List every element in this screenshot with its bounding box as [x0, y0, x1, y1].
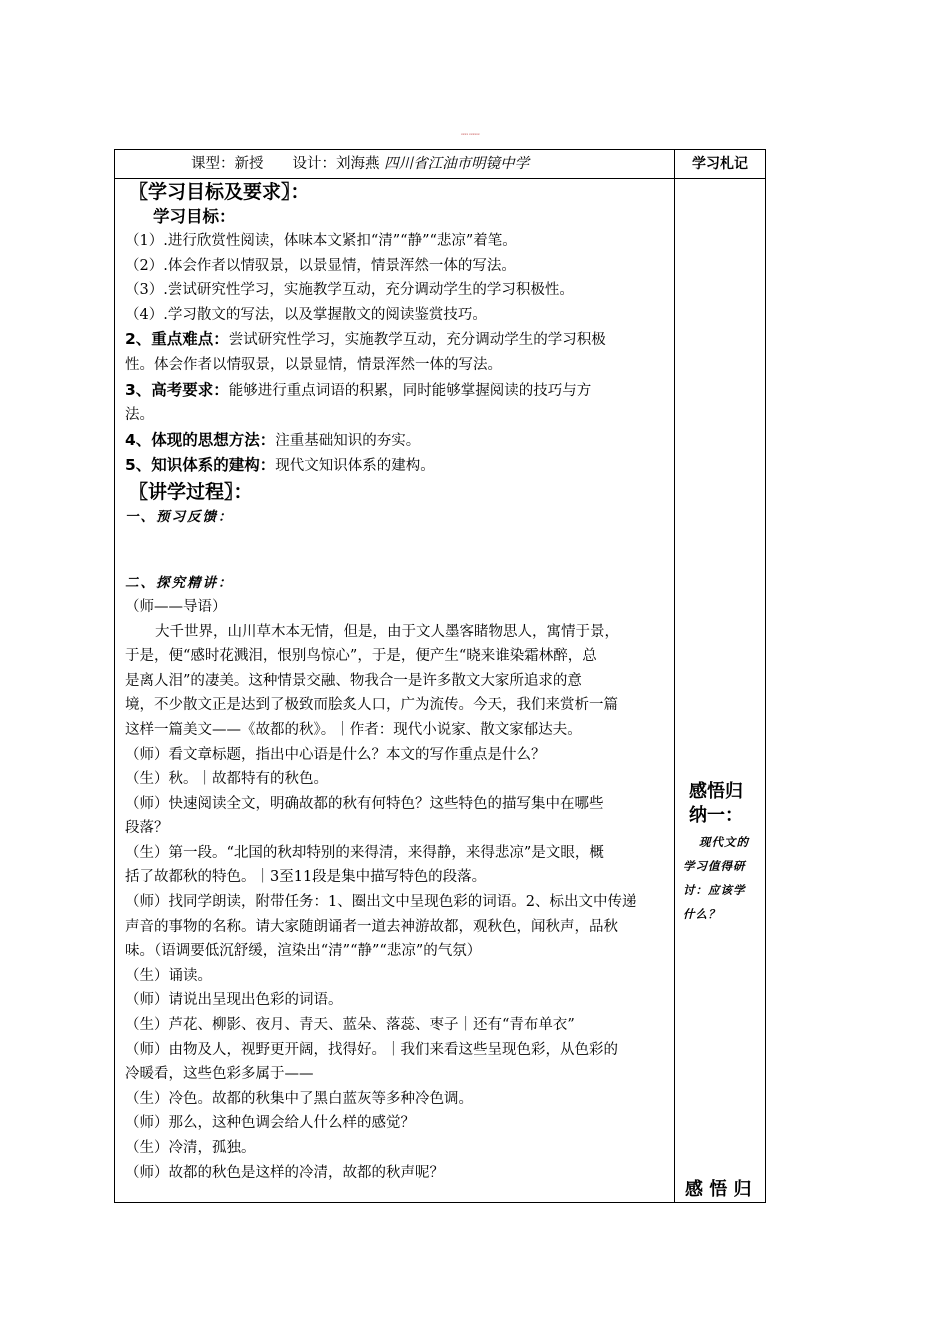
- reflection-note: 什么？: [683, 907, 721, 921]
- dialogue-line: （师）看文章标题，指出中心语是什么？本文的写作重点是什么？: [125, 746, 546, 763]
- dialogue-line: 括了故都秋的特色。｜3至11段是集中描写特色的段落。: [125, 869, 487, 886]
- reflection-heading-1b: 纳一：: [689, 805, 743, 826]
- section-process-title: 〖讲学过程〗：: [129, 480, 253, 503]
- explore-heading: 二、探究精讲：: [125, 574, 234, 591]
- key-points-cont: 性。体会作者以情驭景，以景显情，情景浑然一体的写法。: [125, 356, 502, 373]
- top-mark: xxxx xxxxxx: [461, 132, 480, 136]
- system-text: 现代文知识体系的建构。: [275, 458, 435, 475]
- intro-paragraph: 境，不少散文正是达到了极致而脍炙人口，广为流传。今天，我们来赏析一篇: [125, 697, 618, 714]
- header-school: 四川省江油市明镜中学: [384, 156, 530, 172]
- lesson-table: [114, 149, 766, 1203]
- exam-req-line: [125, 378, 666, 404]
- dialogue-line: （生）冷色。故都的秋集中了黑白蓝灰等多种冷色调。: [125, 1090, 473, 1107]
- reflection-note: 讨：应该学: [683, 883, 746, 897]
- system-label: 5、知识体系的建构：: [125, 456, 276, 475]
- key-points-line: [125, 327, 666, 353]
- goals-subtitle: 学习目标：: [153, 207, 236, 226]
- intro-paragraph: 这样一篇美文——《故都的秋》。｜作者：现代小说家、散文家郁达夫。: [125, 721, 582, 738]
- notes-column: [675, 179, 765, 1203]
- goal-item: （2）.体会作者以情驭景，以景显情，情景浑然一体的写法。: [125, 257, 516, 274]
- intro-paragraph: 于是，便“感时花溅泪，恨别鸟惊心”，于是，便产生“晓来谁染霜林醉，总: [125, 648, 597, 665]
- dialogue-line: （生）诵读。: [125, 967, 212, 984]
- dialogue-line: （生）冷清，孤独。: [125, 1140, 256, 1156]
- dialogue-line: （师）找同学朗读，附带任务：1、圈出文中呈现色彩的词语。2、标出文中传递: [125, 894, 637, 911]
- reflection-heading-1a: 感悟归: [689, 781, 743, 802]
- dialogue-line: 声音的事物的名称。请大家随朗诵者一道去神游故都，观秋色，闻秋声，品秋: [125, 918, 618, 935]
- main-content: [115, 179, 675, 1203]
- dialogue-line: （生）芦花、柳影、夜月、青天、蓝朵、落蕊、枣子｜还有“青布单衣”: [125, 1017, 575, 1034]
- exam-req-cont: 法。: [125, 407, 154, 424]
- method-line: [125, 428, 666, 454]
- blank-space: [125, 529, 666, 571]
- reflection-heading-2: 感 悟 归: [685, 1179, 752, 1200]
- dialogue-line: （师——导语）: [125, 598, 227, 615]
- system-line: [125, 453, 666, 479]
- dialogue-line: 味。（语调要低沉舒缓，渲染出“清”“静”“悲凉”的气氛）: [125, 943, 482, 960]
- notes-column-title: 学习札记: [675, 150, 765, 179]
- intro-paragraph: 是离人泪”的凄美。这种情景交融、物我合一是许多散文大家所追求的意: [125, 672, 582, 689]
- method-text: 注重基础知识的夯实。: [275, 432, 421, 449]
- dialogue-line: （师）请说出呈现出色彩的词语。: [125, 992, 343, 1009]
- key-points-text: 尝试研究性学习，实施教学互动，充分调动学生的学习积极: [228, 332, 606, 349]
- dialogue-line: （生）秋。｜故都特有的秋色。: [125, 771, 328, 788]
- dialogue-line: 段落？: [125, 820, 169, 837]
- exam-req-text: 能够进行重点词语的积累，同时能够掌握阅读的技巧与方: [228, 382, 592, 399]
- goal-item: （3）.尝试研究性学习，实施教学互动，充分调动学生的学习积极性。: [125, 282, 574, 299]
- section-goals-title: 〖学习目标及要求〗：: [129, 181, 310, 203]
- method-label: 4、体现的思想方法：: [125, 430, 276, 449]
- preview-feedback-heading: 一、预习反馈：: [125, 508, 234, 525]
- dialogue-line: （师）快速阅读全文，明确故都的秋有何特色？这些特色的描写集中在哪些: [125, 795, 604, 812]
- goal-item: （4）.学习散文的写法，以及掌握散文的阅读鉴赏技巧。: [125, 306, 487, 323]
- dialogue-line: （师）那么，这种色调会给人什么样的感觉？: [125, 1115, 415, 1132]
- intro-paragraph: 大千世界，山川草木本无情，但是，由于文人墨客睹物思人，寓情于景，: [155, 623, 619, 640]
- exam-req-label: 3、高考要求：: [125, 380, 229, 399]
- header-course-designer: 课型：新授 设计：刘海燕: [191, 156, 385, 172]
- header-info: [115, 150, 675, 179]
- dialogue-line: （师）故都的秋色是这样的冷清，故都的秋声呢？: [125, 1164, 444, 1181]
- dialogue-line: （生）第一段。“北国的秋却特别的来得清，来得静，来得悲凉”是文眼，概: [125, 844, 604, 861]
- dialogue-line: 冷暖看，这些色彩多属于——: [125, 1066, 314, 1083]
- dialogue-line: （师）由物及人，视野更开阔，找得好。｜我们来看这些呈现色彩，从色彩的: [125, 1041, 618, 1058]
- key-points-label: 2、重点难点：: [125, 330, 229, 349]
- reflection-note: 学习值得研: [683, 859, 746, 873]
- goal-item: （1）.进行欣赏性阅读，体味本文紧扣“清”“静”“悲凉”着笔。: [125, 233, 517, 249]
- reflection-note: 现代文的: [699, 835, 749, 849]
